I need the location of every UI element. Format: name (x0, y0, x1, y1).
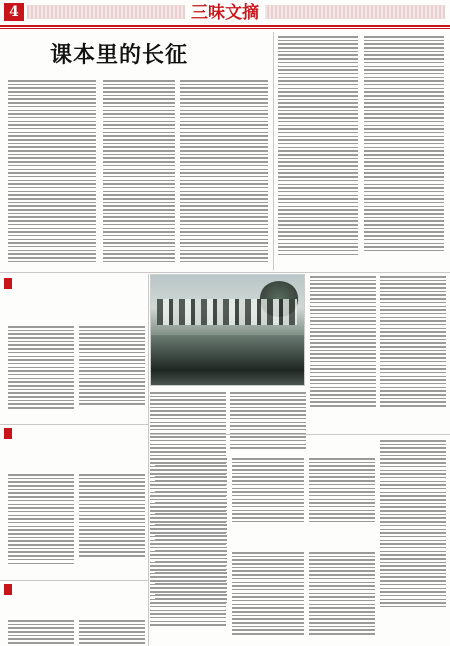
section-divider-2 (0, 424, 148, 425)
critique-body-col3 (309, 458, 375, 524)
middle-article-body-col2 (230, 392, 306, 451)
section-title: 三味文摘 (185, 2, 265, 24)
right-middle-body-col1 (310, 276, 376, 409)
danger-body-col1 (232, 552, 304, 637)
section-divider-4 (150, 434, 450, 435)
masthead-rule-thin (0, 28, 450, 29)
critique-body-col2 (232, 458, 304, 524)
critique-body-col4 (380, 440, 446, 610)
study-article-body-col2 (79, 620, 145, 646)
column-divider (273, 32, 274, 270)
left-column-divider (148, 274, 149, 646)
right-article-body-col1 (278, 36, 358, 257)
masthead-rule (0, 25, 450, 27)
section-divider-3 (0, 580, 148, 581)
masthead (0, 0, 450, 24)
right-article-body-col2 (364, 36, 444, 254)
main-article-body-col1 (8, 80, 96, 264)
art-article-body-col2 (79, 326, 145, 407)
zhao-article-body-col1 (8, 474, 74, 566)
main-article-body-col3 (180, 80, 268, 264)
main-article-title: 课本里的长征 (50, 42, 189, 68)
main-article-body-col2 (103, 80, 175, 264)
section-divider-1 (0, 272, 450, 273)
art-article-body-col1 (8, 326, 74, 411)
photo-roofs (157, 299, 297, 325)
column-label-2 (4, 428, 12, 439)
column-label-3 (4, 584, 12, 595)
right-middle-body-col2 (380, 276, 446, 409)
zhao-article-body-col2 (79, 474, 145, 559)
page-number: 4 (4, 3, 24, 21)
study-article-body-col1 (8, 620, 74, 646)
photo-water (151, 335, 304, 385)
critique-body-col1 (155, 458, 227, 606)
village-photo (150, 274, 305, 386)
danger-body-col2 (309, 552, 375, 637)
column-label-1 (4, 278, 12, 289)
